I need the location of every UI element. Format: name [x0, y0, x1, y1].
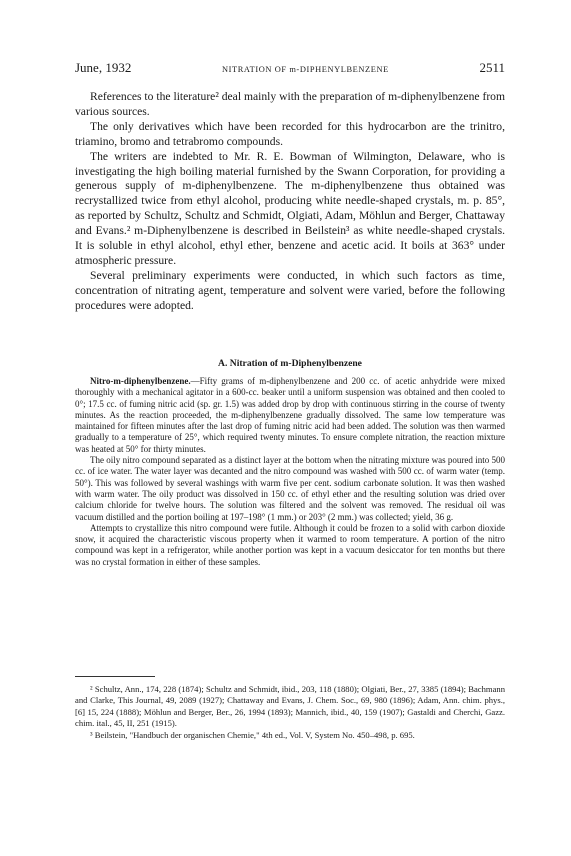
run-in-heading: Nitro-m-diphenylbenzene. — [90, 376, 191, 386]
experimental-paragraph: Attempts to crystallize this nitro compound were futile. Although it could be frozen to a solid with carbon dioxide snow, it acquired the characteristic viscous property when it warmed to room temperature. A portion of the nitro compound was kept in a refrigerator, while another portion was kept in a vacuum desiccator for ten months but there was no crystal formation in either of these samples. — [75, 522, 505, 567]
intro-paragraph: The only derivatives which have been recorded for this hydrocarbon are the trinitro, triamino, bromo and tetrabromo compounds. — [75, 119, 505, 148]
intro-section — [75, 90, 505, 314]
intro-paragraph: References to the literature² deal mainly with the preparation of m-diphenylbenzene from various sources. — [75, 90, 505, 118]
footnotes — [75, 684, 505, 741]
footnote-rule — [75, 676, 155, 677]
experimental-paragraph — [75, 376, 505, 455]
section-heading: A. Nitration of m-Diphenylbenzene — [218, 358, 362, 369]
experimental-section — [75, 376, 505, 568]
footnote: ² Schultz, Ann., 174, 228 (1874); Schultz and Schmidt, ibid., 203, 118 (1880); Olgiati, Ber., 27, 3385 (1894); Bachmann and Clarke, This Journal, 49, 2089 (1927); Chattaway and Evans, J. Chem. Soc., 69, 980 (1896); Adam, Ann. chim. phys., [6] 15, 224 (1888); Möhlun and Berger, Ber., 26, 1994 (1893); Mannich, ibid., 40, 159 (1907); Gastaldi and Cherchi, Gazz. chim. ital., 45, II, 251 (1915). — [75, 684, 505, 729]
page-number: 2511 — [479, 60, 505, 75]
running-head — [75, 60, 505, 76]
footnote: ³ Beilstein, "Handbuch der organischen Chemie," 4th ed., Vol. V, System No. 450–498, p. 695. — [90, 729, 415, 740]
intro-paragraph: The writers are indebted to Mr. R. E. Bowman of Wilmington, Delaware, who is investigating the high boiling material furnished by the Swann Corporation, for providing a generous supply of m-diphenylbenzene. The m-diphenylbenzene thus obtained was recrystallized twice from ethyl alcohol, producing white needle-shaped crystals, m. p. 85°, as reported by Schultz, Schultz and Schmidt, Olgiati, Adam, Möhlun and Berger, Chattaway and Evans.² m-Diphenylbenzene is described in Beilstein³ as white needle-shaped crystals. It is soluble in ethyl alcohol, ethyl ether, benzene and acetic acid. It boils at 363° under atmospheric pressure. — [75, 149, 505, 267]
experimental-paragraph: The oily nitro compound separated as a distinct layer at the bottom when the nitrating mixture was poured into 500 cc. of ice water. The water layer was decanted and the nitro compound was washed with 500 cc. of warm water (temp. 50°). This was followed by several washings with warm five per cent. sodium carbonate solution. It was then washed with warm water. The oily product was dissolved in 150 cc. of ethyl ether and the resulting solution was dried over calcium chloride for twelve hours. The solution was filtered and the solvent was removed. The residual oil was vacuum distilled and the portion boiling at 197–198° (1 mm.) or 203° (2 mm.) was collected; yield, 36 g. — [75, 455, 505, 522]
paragraph-body: —Fifty grams of m-diphenylbenzene and 200 cc. of acetic anhydride were mixed thoroughly with a mechanical agitator in a 600-cc. beaker until a uniform suspension was obtained and then cooled to 0°; 17.5 cc. of fuming nitric acid (sp. gr. 1.5) was added drop by drop with continuous stirring in the course of twenty minutes. As the reaction proceeded, the m-diphenylbenzene gradually dissolved. The same low temperature was maintained for fifteen minutes after the last drop of fuming nitric acid had been added. The solution was then warmed gradually to a temperature of 25°, which required twenty minutes. To ensure complete nitration, the reaction mixture was heated at 50° for thirty minutes. — [75, 376, 505, 454]
header-date: June, 1932 — [75, 60, 132, 75]
header-title: NITRATION OF m-DIPHENYLBENZENE — [221, 65, 389, 74]
intro-paragraph: Several preliminary experiments were conducted, in which such factors as time, concentration of nitrating agent, temperature and solvent were varied, before the following procedures were adopted. — [75, 268, 505, 312]
